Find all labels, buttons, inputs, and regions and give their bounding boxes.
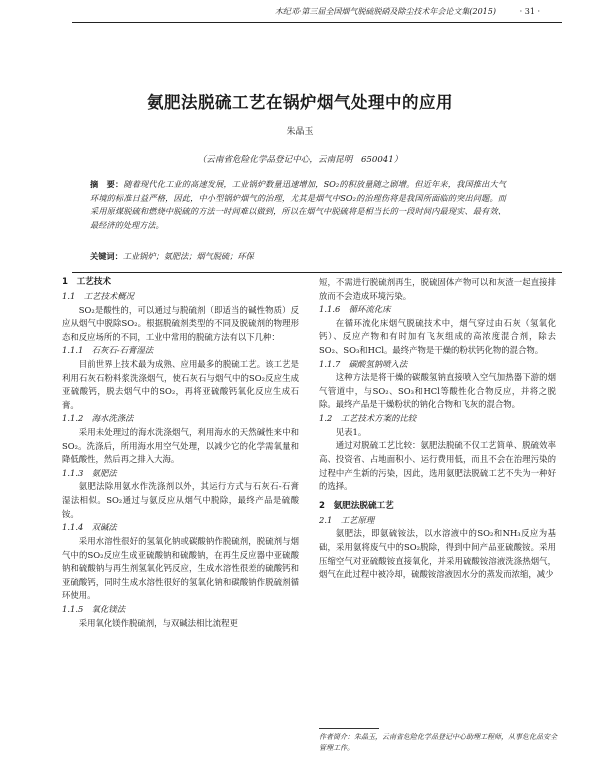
paragraph: 采用氧化镁作脱硫剂，与双碱法相比流程更	[78, 617, 238, 628]
paragraph: 在循环流化床烟气脱硫技术中，烟气穿过由石灰（氢氧化钙）、反应产物和有时加有飞灰组成的高浓度混合剂，除去SO₂、SO₃和HCl。最终产物是干燥的粉状钙化物的混合物。	[319, 317, 556, 356]
subsection-heading: 1.2 工艺技术方案的比较	[319, 413, 417, 424]
abstract-label: 摘 要：	[90, 179, 124, 189]
subsection-heading: 1.1.6 循环流化床	[319, 304, 391, 315]
abstract-text: 随着现代化工业的高速发展，工业锅炉数量迅速增加，SO₂的积放量随之剧增。但近年来，我国推出大气环境的标准日益严格，因此，中小型锅炉烟气的治理，尤其是烟气中SO₂的治理伤将是我国所面临的突出问题。而采用原煤脱硫和燃烧中脱硫的方法一时间难以做到，所以在烟气中脱硫将是相当长的一段时间内最现实、最有效、最经济的处理方法。	[90, 179, 506, 231]
subsection-heading: 1.1.7 碳酸氢钠喷入法	[319, 358, 408, 369]
keywords-text: 工业锅炉；氨肥法；烟气脱硫；环保	[122, 251, 254, 261]
conference-name: 木纪邓·第三届全国烟气脱硫脱硝及除尘技术年会论文集(2015)	[274, 7, 496, 16]
abstract	[90, 178, 506, 233]
paragraph: 短，不需进行脱硫剂再生，脱硫固体产物可以和灰渣一起直接排放而不会造成环境污染。	[319, 277, 556, 301]
author-footnote: 作者简介：朱晶玉，云南省危险化学品登记中心助理工程师，从事危化品安全管理工作。	[319, 733, 557, 752]
section-heading: 1 工艺技术	[62, 277, 111, 287]
abstract-rule	[72, 272, 562, 273]
paragraph: 见表1。	[335, 426, 367, 437]
subsection-heading: 1.1.4 双碱法	[62, 522, 117, 533]
paragraph: 氨肥法，即氨硫铵法，以水溶液中的SO₂和NH₃反应为基础，采用氨将废气中的SO₂脱除，得到中间产品亚硫酸铵。采用压缩空气对亚硫酸铵直接氧化，并采用硫酸铵溶液洗涤热烟气，烟气在此过程中被冷却，硫酸铵溶液因水分的蒸发而浓缩，减少	[319, 528, 556, 580]
subsection-heading: 1.1 工艺技术概况	[62, 290, 134, 301]
subsection-heading: 2.1 工艺原理	[319, 514, 375, 525]
left-column	[62, 276, 299, 630]
paragraph: 目前世界上技术最为成熟、应用最多的脱硫工艺。该工艺是利用石灰石粉料浆洗涤烟气，使石灰石与烟气中的SO₂反应生成亚硫酸钙，脱去烟气中的SO₂，再将亚硫酸钙氧化反应生成石膏。	[62, 358, 299, 410]
subsection-heading: 1.1.1 石灰石-石膏湿法	[62, 345, 154, 356]
right-column	[319, 276, 556, 582]
paragraph: SO₂是酸性的，可以通过与脱硫剂（即适当的碱性物质）反应从烟气中脱除SO₂。根据脱硫剂类型的不同及脱硫剂的物理形态和反应场所的不同，工业中常用的脱硫方法有以下几种：	[62, 304, 299, 342]
footnote-rule	[319, 728, 379, 729]
paragraph: 采用未处理过的海水洗涤烟气，利用海水的天然碱性来中和SO₂。洗涤后，所用海水用空气处理，以减少它的化学需氧量和降低酸性，然后再之排入大海。	[62, 427, 299, 465]
section-heading: 2 氨肥法脱硫工艺	[319, 500, 394, 511]
paragraph: 通过对脱硫工艺比较：氨肥法脱硫不仅工艺简单、脱硫效率高、投资省、占地面积小、运行费用低，而且不会在治理污染的过程中产生新的污染，因此，选用氨肥法脱硫工艺不失为一种好的选择。	[319, 440, 556, 492]
page-number: · 31 ·	[519, 7, 540, 16]
keywords	[90, 250, 506, 262]
paragraph: 这种方法是将干燥的碳酸氢钠直接喷入空气加热器下游的烟气管道中，与SO₂、SO₃和HCl等酸性化合物反应，并将之脱除。最终产品是干燥粉状的钠化合物和飞灰的混合物。	[319, 372, 556, 410]
paragraph: 氨肥法除用氨水作洗涤剂以外，其运行方式与石灰石-石膏湿法相似。SO₂通过与氨反应从烟气中脱除，最终产品是硫酸铵。	[62, 481, 299, 519]
subsection-heading: 1.1.5 氧化镁法	[62, 603, 126, 614]
subsection-heading: 1.1.3 氨肥法	[62, 467, 117, 478]
header-rule	[72, 22, 562, 23]
paper-title: 氨肥法脱硫工艺在锅炉烟气处理中的应用	[147, 93, 453, 112]
subsection-heading: 1.1.2 海水洗涤法	[62, 413, 134, 424]
author-affiliation: （云南省危险化学品登记中心，云南昆明 650041）	[197, 155, 403, 165]
author-name: 朱晶玉	[286, 127, 314, 137]
paragraph: 采用水溶性很好的氢氧化钠或碳酸钠作脱硫剂，脱硫剂与烟气中的SO₂反应生成亚硫酸钠和硫酸钠，在再生反应器中亚硫酸钠和硫酸钠与再生剂氢氧化钙反应，生成水溶性很差的硫酸钙和亚硫酸钙，同时生成水溶性很好的氢氧化钠和碳酸钠作脱硫剂循环使用。	[62, 535, 299, 601]
keywords-label: 关键词：	[90, 251, 123, 261]
